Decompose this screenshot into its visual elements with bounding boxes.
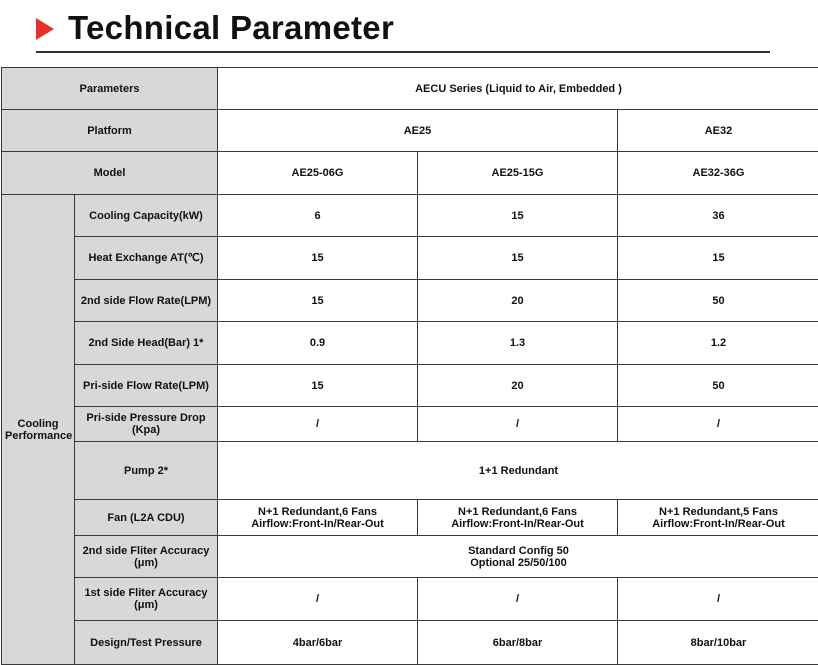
group-label-line: Performance: [5, 430, 71, 442]
value-cell: 15: [418, 237, 618, 280]
parameter-table: [1, 67, 818, 665]
table-row: [2, 365, 818, 407]
row-label: Heat Exchange AT(℃): [75, 237, 218, 280]
row-label: [75, 536, 218, 578]
row-label: 2nd side Flow Rate(LPM): [75, 280, 218, 322]
table-row: [2, 152, 818, 195]
table-row: [2, 536, 818, 578]
table-row: [2, 68, 818, 110]
value-cell: 15: [418, 195, 618, 237]
value-line: Airflow:Front-In/Rear-Out: [421, 518, 614, 530]
platform-ae25: AE25: [218, 110, 618, 152]
row-label: Pump 2*: [75, 442, 218, 500]
value-cell: 6: [218, 195, 418, 237]
model-cell: AE25-15G: [418, 152, 618, 195]
group-label-line: Cooling: [5, 418, 71, 430]
table-row: [2, 195, 818, 237]
value-cell: 1.2: [618, 322, 818, 365]
value-cell: 20: [418, 280, 618, 322]
value-line: Airflow:Front-In/Rear-Out: [221, 518, 414, 530]
table-row: [2, 500, 818, 536]
value-cell: [418, 500, 618, 536]
row-label-line: Pri-side Pressure Drop: [78, 412, 214, 424]
value-cell: [218, 500, 418, 536]
value-cell: 36: [618, 195, 818, 237]
row-label-line: (μm): [78, 557, 214, 569]
row-label: [75, 578, 218, 621]
value-cell: /: [418, 578, 618, 621]
value-cell: 20: [418, 365, 618, 407]
row-label-line: 2nd side Fliter Accuracy: [78, 545, 214, 557]
series-header: AECU Series (Liquid to Air, Embedded ): [218, 68, 818, 110]
value-line: N+1 Redundant,6 Fans: [421, 506, 614, 518]
value-cell: 8bar/10bar: [618, 621, 818, 665]
value-line: N+1 Redundant,5 Fans: [621, 506, 816, 518]
row-label-line: (Kpa): [78, 424, 214, 436]
table-row: [2, 322, 818, 365]
model-cell: AE25-06G: [218, 152, 418, 195]
value-cell: 50: [618, 365, 818, 407]
merged-value-cell: 1+1 Redundant: [218, 442, 818, 500]
row-label: [75, 407, 218, 442]
row-label: 2nd Side Head(Bar) 1*: [75, 322, 218, 365]
title-divider: [36, 51, 770, 53]
value-cell: /: [218, 578, 418, 621]
merged-value-cell: [218, 536, 818, 578]
value-cell: /: [618, 578, 818, 621]
value-cell: 1.3: [418, 322, 618, 365]
play-arrow-icon: [36, 18, 54, 40]
model-cell: AE32-36G: [618, 152, 818, 195]
table-row: [2, 407, 818, 442]
row-label: Pri-side Flow Rate(LPM): [75, 365, 218, 407]
table-row: [2, 237, 818, 280]
value-line: N+1 Redundant,6 Fans: [221, 506, 414, 518]
value-cell: [618, 500, 818, 536]
value-cell: 15: [218, 237, 418, 280]
table-row: [2, 110, 818, 152]
platform-ae32: AE32: [618, 110, 818, 152]
table-row: [2, 280, 818, 322]
value-cell: /: [618, 407, 818, 442]
platform-header: Platform: [2, 110, 218, 152]
value-cell: 4bar/6bar: [218, 621, 418, 665]
value-cell: 50: [618, 280, 818, 322]
parameters-header: Parameters: [2, 68, 218, 110]
table-row: [2, 442, 818, 500]
value-cell: 15: [218, 365, 418, 407]
value-line: Airflow:Front-In/Rear-Out: [621, 518, 816, 530]
row-label: Cooling Capacity(kW): [75, 195, 218, 237]
value-cell: /: [218, 407, 418, 442]
value-cell: /: [418, 407, 618, 442]
page-title: Technical Parameter: [68, 8, 394, 48]
value-cell: 15: [618, 237, 818, 280]
model-header: Model: [2, 152, 218, 195]
group-label-cooling-performance: [2, 195, 75, 665]
row-label-line: 1st side Fliter Accuracy: [78, 587, 214, 599]
row-label: Fan (L2A CDU): [75, 500, 218, 536]
row-label: Design/Test Pressure: [75, 621, 218, 665]
section-title: [36, 8, 770, 52]
value-cell: 15: [218, 280, 418, 322]
table-row: [2, 578, 818, 621]
value-line: Optional 25/50/100: [221, 557, 816, 569]
value-line: Standard Config 50: [221, 545, 816, 557]
value-cell: 0.9: [218, 322, 418, 365]
table-row: [2, 621, 818, 665]
value-cell: 6bar/8bar: [418, 621, 618, 665]
row-label-line: (μm): [78, 599, 214, 611]
